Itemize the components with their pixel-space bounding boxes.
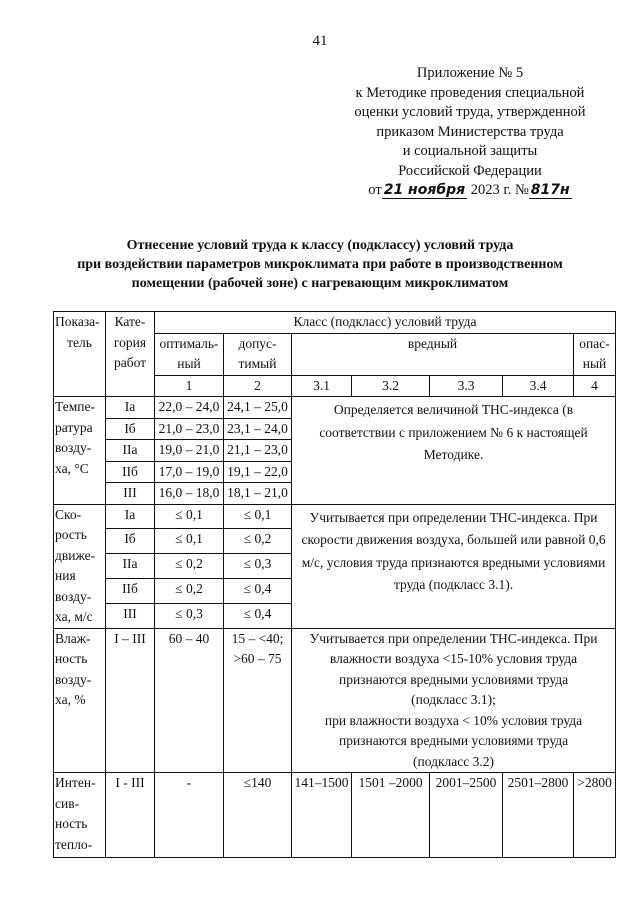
appendix-line: Российской Федерации [398,162,542,179]
class-number: 2 [224,375,292,397]
header-class: Класс (подкласс) условий труда [155,312,616,334]
optimal-cell: 60 – 40 [155,628,224,773]
allowed-cell: ≤140 [224,773,292,858]
category-cell: IIб [106,461,155,483]
allowed-cell: 23,1 – 24,0 [224,418,292,440]
optimal-cell: ≤ 0,3 [155,603,224,627]
allowed-cell: 24,1 – 25,0 [224,397,292,419]
appendix-line: приказом Министерства труда [376,123,564,140]
intensity-label: Интен- сив- ность тепло- [54,773,106,858]
document-title [40,236,600,293]
class-3-4-cell: 2501–2800 [503,773,574,858]
header-category: Кате- гория работ [106,312,155,397]
category-cell: IIб [106,578,155,603]
header-indicator: Показа- тель [54,312,106,397]
category-cell: Iа [106,397,155,419]
speed-label: Ско- рость движе- ния возду- ха, м/с [54,504,106,628]
allowed-cell: ≤ 0,4 [224,603,292,627]
page-number: 41 [312,33,328,49]
category-cell: Iб [106,529,155,554]
class-number: 1 [155,375,224,397]
optimal-cell: 22,0 – 24,0 [155,397,224,419]
header-allowed: допус- тимый [224,333,292,375]
optimal-cell: ≤ 0,1 [155,504,224,529]
title-line: Отнесение условий труда к классу (подклассу) условий труда [126,238,514,253]
class-3-2-cell: 1501 –2000 [352,773,430,858]
appendix-line: Приложение № 5 [416,65,524,81]
class-number: 3.4 [503,375,574,397]
class-3-1-cell: 141–1500 [292,773,352,858]
handwritten-number: 817н [530,182,570,198]
allowed-cell: 21,1 – 23,0 [224,440,292,462]
category-cell: Iб [106,418,155,440]
optimal-cell: ≤ 0,2 [155,578,224,603]
optimal-cell: 21,0 – 23,0 [155,418,224,440]
category-cell: III [106,603,155,627]
optimal-cell: ≤ 0,2 [155,554,224,579]
allowed-cell: ≤ 0,3 [224,554,292,579]
temperature-note: Определяется величиной ТНС-индекса (в соответствии с приложением № 6 к настоящей Методике. [292,397,616,505]
class-3-3-cell: 2001–2500 [430,773,503,858]
speed-note: Учитывается при определении ТНС-индекса. При скорости движения воздуха, большей или равной 0,6 м/с, условия труда признаются вредными условиями труда (подкласс 3.1). [292,504,616,628]
title-line: помещении (рабочей зоне) с нагревающим микроклиматом [131,276,509,291]
allowed-cell: ≤ 0,2 [224,529,292,554]
date-prefix: от [368,182,382,198]
class-number: 3.3 [430,375,503,397]
year-text: 2023 г. № [470,182,529,198]
appendix-block [330,64,610,201]
category-cell: IIа [106,554,155,579]
allowed-cell: ≤ 0,1 [224,504,292,529]
allowed-cell: ≤ 0,4 [224,578,292,603]
category-cell: IIа [106,440,155,462]
appendix-date-line [330,181,610,201]
class-number: 3.2 [352,375,430,397]
appendix-line: оценки условий труда, утвержденной [354,104,586,120]
optimal-cell: 17,0 – 19,0 [155,461,224,483]
class-4-cell: >2800 [574,773,616,858]
header-dangerous: опас- ный [574,333,616,375]
title-line: при воздействии параметров микроклимата при работе в производственном [77,257,563,272]
optimal-cell: - [155,773,224,858]
optimal-cell: 16,0 – 18,0 [155,483,224,505]
category-cell: Iа [106,504,155,529]
humidity-label: Влаж- ность возду- ха, % [54,628,106,773]
allowed-cell: 18,1 – 21,0 [224,483,292,505]
header-harmful: вредный [292,333,574,375]
category-cell: I - III [106,773,155,858]
optimal-cell: 19,0 – 21,0 [155,440,224,462]
header-optimal: оптималь- ный [155,333,224,375]
category-cell: I – III [106,628,155,773]
temperature-label: Темпе- ратура возду- ха, °С [54,397,106,505]
class-number: 3.1 [292,375,352,397]
appendix-line: и социальной защиты [402,143,538,159]
category-cell: III [106,483,155,505]
handwritten-date: 21 ноября [383,182,466,198]
optimal-cell: ≤ 0,1 [155,529,224,554]
allowed-cell: 15 – <40; >60 – 75 [224,628,292,773]
humidity-note: Учитывается при определении ТНС-индекса. При влажности воздуха <15-10% условия труда признаются вредными условиями труда (подкласс 3.1); при влажности воздуха < 10% условия труда признаются вредными условиями труда (подкласс 3.2) [292,628,616,773]
class-number: 4 [574,375,616,397]
appendix-line: к Методике проведения специальной [355,84,585,101]
microclimate-table [53,311,616,858]
allowed-cell: 19,1 – 22,0 [224,461,292,483]
